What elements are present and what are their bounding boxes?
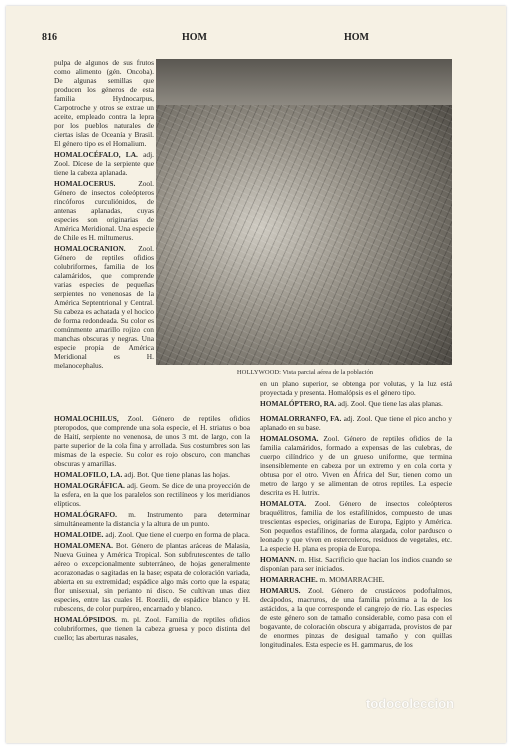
dictionary-entry bbox=[54, 470, 250, 479]
entry-definition: m. MOMARRACHE. bbox=[319, 575, 385, 584]
entry-headword: HOMALOSOMA. bbox=[260, 434, 319, 443]
entry-headword: HOMALOFILO, LA. bbox=[54, 470, 123, 479]
entry-definition: adj. Geom. Se dice de una proyección de la esfera, en la que los paralelos son rectilíneos y los meridianos elípticos. bbox=[54, 481, 250, 508]
entry-definition: m. pl. Zool. Familia de reptiles ofidios colubriformes, que tienen la cabeza gruesa y poco distinta del cuello; las aberturas nasales, bbox=[54, 615, 250, 642]
entry-definition: m. Instrumento para determinar simultáneamente la distancia y la altura de un punto. bbox=[54, 510, 250, 528]
entry-headword: HOMALOMENA. bbox=[54, 541, 113, 550]
entry-headword: HOMARUS. bbox=[260, 586, 301, 595]
right-column-bottom bbox=[260, 414, 452, 651]
entry-headword: HOMARRACHE. bbox=[260, 575, 318, 584]
dictionary-entry bbox=[260, 379, 452, 397]
dictionary-entry bbox=[260, 586, 452, 649]
running-head-left: HOM bbox=[182, 32, 207, 43]
entry-headword: HOMALOCERUS. bbox=[54, 179, 116, 188]
dictionary-entry bbox=[260, 575, 452, 584]
page-number: 816 bbox=[42, 32, 57, 43]
entry-headword: HOMALOGRÁFICA. bbox=[54, 481, 125, 490]
entry-definition: pulpa de algunos de sus frutos como alimento (gén. Oncoba). De algunas semillas que producen los géneros de esta familia Hydnocarpus, Carpotroche y otros se extrae un aceite, empleado contra la lepra por los pueblos naturales de ciertas islas de Oceanía y Brasil. El género tipo es el Homalium. bbox=[54, 58, 154, 148]
entry-headword: HOMALOCRANION. bbox=[54, 244, 126, 253]
photo-caption: HOLLYWOOD: Vista parcial aérea de la población bbox=[236, 369, 374, 376]
dictionary-entry bbox=[260, 434, 452, 497]
entry-headword: HOMALOCHILUS, bbox=[54, 414, 119, 423]
entry-definition: Zool. Género de insectos coleópteros braquélitros, familia de los estafilínidos, compuesto de unas trescientas especies, originarias de Europa, Egipto y América. Son pequeños estafilinos, de forma alargada, color pardusco o leonado y que viven en estercoleros, residuos de vegetales, etc. La especie H. plana es propia de Europa. bbox=[260, 499, 452, 553]
dictionary-entry bbox=[260, 499, 452, 553]
entry-definition: Zool. Género de reptiles ofidios de la familia calamáridos, formado a expensas de las culebras, de cuerpo cilíndrico y de un grueso uniforme, que termina insensiblemente en cabeza por un extremo y en cola corta y obtusa por el otro. Viven en África del Sur, tienen como un metro de largo y se alimentan de otros reptiles. La especie descrita es H. lutrix. bbox=[260, 434, 452, 497]
running-head-right: HOM bbox=[344, 32, 369, 43]
right-column-top bbox=[260, 379, 452, 410]
dictionary-entry bbox=[54, 58, 154, 148]
left-column-bottom bbox=[54, 414, 250, 644]
dictionary-entry bbox=[54, 414, 250, 468]
entry-definition: Zool. Género de crustáceos podoftalmos, decápodos, macruros, de una familia próxima a la de los astácidos, a la que corresponde el cangrejo de río. Las especies de este género son de tamaño considerable, como pasa con el bogavante, de coloración obscura y abigarrada, provistos de par de enormes pinzas de desigual tamaño y con quillas longitudinales. Esta especie es H. gammarus, de los bbox=[260, 586, 453, 649]
entry-headword: HOMALOCÉFALO, LA. bbox=[54, 150, 138, 159]
entry-definition: adj. Zool. Que tiene las alas planas. bbox=[338, 399, 443, 408]
entry-definition: adj. Zool. Que tiene el cuerpo en forma de placa. bbox=[105, 530, 250, 539]
dictionary-entry bbox=[54, 150, 154, 177]
dictionary-entry bbox=[54, 615, 250, 642]
entry-definition: en un plano superior, se obtenga por volutas, y la luz está proyectada y presenta. Homalópsis es el género tipo. bbox=[260, 379, 452, 397]
dictionary-entry bbox=[54, 481, 250, 508]
entry-definition: adj. Zool. Dícese de la serpiente que tiene la cabeza aplanada. bbox=[54, 150, 154, 177]
dictionary-entry bbox=[54, 510, 250, 528]
entry-headword: HOMALÓPTERO, RA. bbox=[260, 399, 337, 408]
dictionary-entry bbox=[54, 179, 154, 242]
dictionary-entry bbox=[260, 399, 452, 408]
entry-definition: Bot. Género de plantas aráceas de Malasia, Nueva Guinea y América Tropical. Son subfrutescentes de tallo aéreo o excepcionalmente subterráneo, de hojas generalmente acorazonadas o sagitadas en la base; espata de coloración variada, abierta en su extremidad; espádice algo más corto que la espata; flor unisexual, sin perianto ni disco. Se cultivan unas diez especies, entre las cuales H. Roezlii, de espádice blanco y H. rubescens, de color purpúreo, encarnado y blanco. bbox=[54, 541, 250, 613]
entry-definition: adj. Bot. Que tiene planas las hojas. bbox=[124, 470, 230, 479]
left-column-top bbox=[54, 58, 154, 372]
entry-definition: Zool. Género de insectos coleópteros rincóforos curculiónidos, de antenas aplanadas, cuyas especies son originarias de América Meridional. Una especie de Chile es H. miltumerus. bbox=[54, 179, 154, 242]
entry-headword: HOMALÓPSIDOS. bbox=[54, 615, 118, 624]
dictionary-entry bbox=[260, 555, 452, 573]
entry-headword: HOMALORRANFO, FA. bbox=[260, 414, 342, 423]
page-header bbox=[42, 32, 486, 48]
entry-headword: HOMANN. bbox=[260, 555, 297, 564]
aerial-photo-hollywood bbox=[156, 59, 452, 365]
watermark: todocoleccion bbox=[366, 696, 455, 711]
dictionary-entry bbox=[54, 541, 250, 613]
dictionary-entry bbox=[260, 414, 452, 432]
entry-headword: HOMALÓGRAFO. bbox=[54, 510, 118, 519]
dictionary-entry bbox=[54, 530, 250, 539]
entry-definition: Zool. Género de reptiles ofidios pteropodos, que comprende una sola especie, el H. striatus o boa de Haití, serpiente no venenosa, de unos 3 mt. de largo, con la parte superior de la cola fina y arrollada. Sus costumbres son las mismas de la especie. Su color es rojo obscuro, con manchas obscuras y amarillas. bbox=[54, 414, 250, 468]
entry-headword: HOMALOIDE. bbox=[54, 530, 104, 539]
dictionary-entry bbox=[54, 244, 154, 370]
photo-hills bbox=[156, 59, 452, 105]
book-page bbox=[6, 6, 506, 743]
entry-definition: Zool. Género de reptiles ofidios colubriformes, familia de los calamáridos, que comprende varias especies de pequeñas serpientes no venenosas de la América Septentrional y Central. Su cabeza es achatada y el hocico de forma redondeada. Su color es comúnmente amarillo rojizo con manchas obscuras y negras. Una especie propia de América Meridional es H. melanocephalus. bbox=[54, 244, 154, 370]
entry-headword: HOMALOTA. bbox=[260, 499, 307, 508]
entry-definition: m. Hist. Sacrificio que hacían los indios cuando se disponían para ser iniciados. bbox=[260, 555, 452, 573]
entry-definition: adj. Zool. Que tiene el pico ancho y aplanado en su base. bbox=[260, 414, 452, 432]
